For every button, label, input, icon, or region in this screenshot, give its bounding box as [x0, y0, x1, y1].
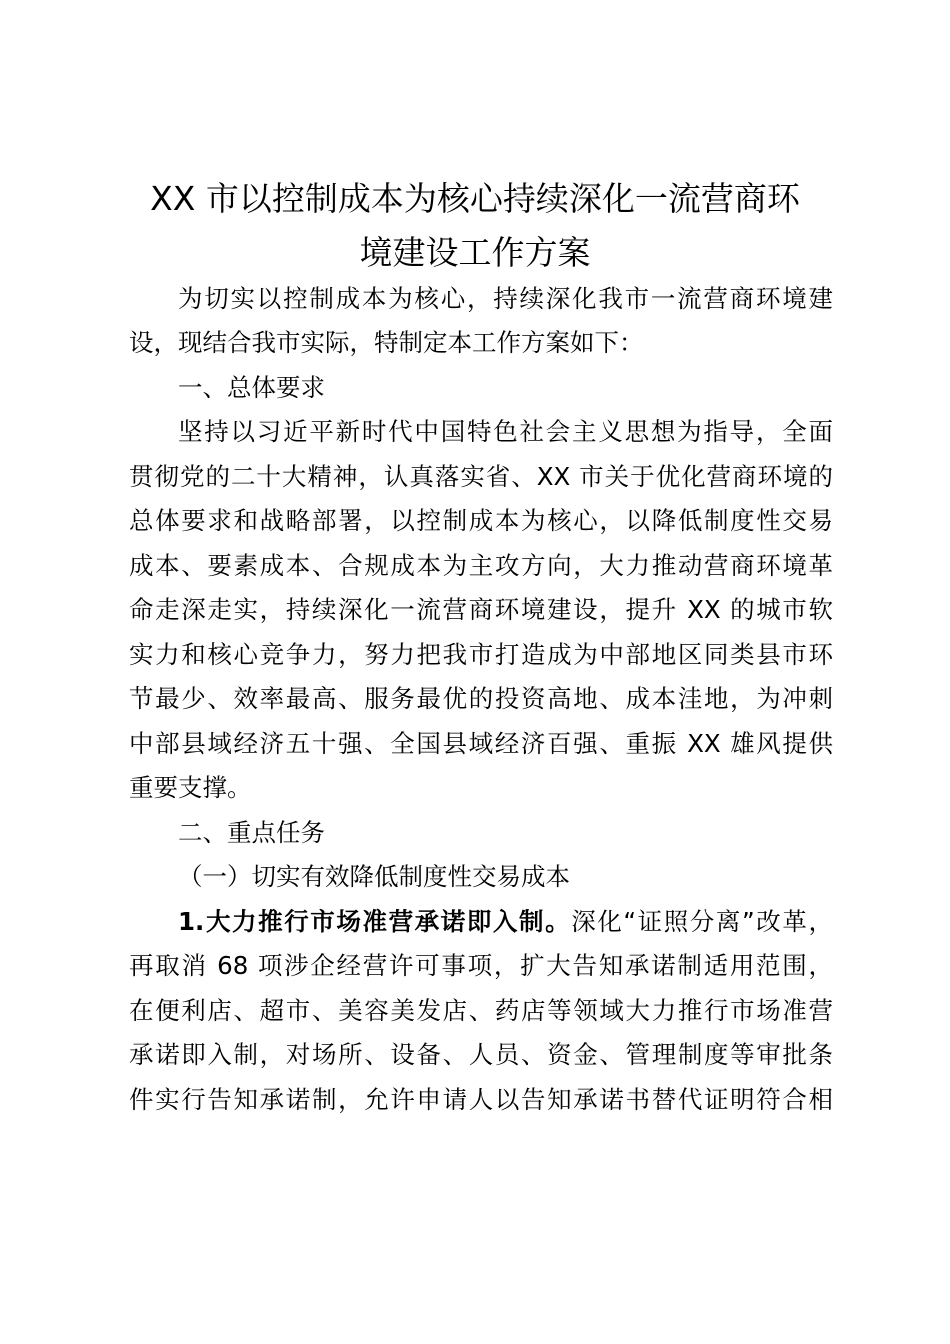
- document-title: [120, 172, 830, 280]
- intro-line-2: 设，现结合我市实际，特制定本工作方案如下：: [129, 328, 644, 357]
- paragraph-line: 总体要求和战略部署，以控制成本为核心，以降低制度性交易: [129, 506, 833, 535]
- paragraph-line: 实力和核心竞争力，努力把我市打造成为中部地区同类县市环: [129, 640, 833, 669]
- subsection-heading: （一）切实有效降低制度性交易成本: [178, 862, 570, 891]
- paragraph-line: 再取消 68 项涉企经营许可事项，扩大告知承诺制适用范围，: [129, 951, 833, 980]
- paragraph-line: 中部县域经济五十强、全国县域经济百强、重振 XX 雄风提供: [129, 729, 833, 758]
- item-title: 1.大力推行市场准营承诺即入制。: [178, 907, 572, 936]
- title-line-1: XX 市以控制成本为核心持续深化一流营商环: [150, 179, 800, 218]
- item-text: 深化“证照分离”改革，: [571, 907, 833, 936]
- paragraph-line: 贯彻党的二十大精神，认真落实省、XX 市关于优化营商环境的: [129, 462, 833, 491]
- paragraph-line: 节最少、效率最高、服务最优的投资高地、成本洼地，为冲刺: [129, 684, 833, 713]
- section-heading-general: 一、总体要求: [178, 373, 325, 402]
- paragraph-line: 重要支撑。: [129, 773, 252, 802]
- intro-line-1: 为切实以控制成本为核心，持续深化我市一流营商环境建: [178, 284, 833, 313]
- paragraph-line: 件实行告知承诺制，允许申请人以告知承诺书替代证明符合相: [129, 1085, 833, 1114]
- paragraph-line: 承诺即入制，对场所、设备、人员、资金、管理制度等审批条: [129, 1040, 833, 1069]
- paragraph-line: 坚持以习近平新时代中国特色社会主义思想为指导，全面: [178, 417, 833, 446]
- paragraph-line: 成本、要素成本、合规成本为主攻方向，大力推动营商环境革: [129, 551, 833, 580]
- title-line-2: 境建设工作方案: [359, 233, 591, 272]
- paragraph-line: 在便利店、超市、美容美发店、药店等领域大力推行市场准营: [129, 996, 833, 1025]
- section-heading-tasks: 二、重点任务: [178, 818, 325, 847]
- item-first-line: [178, 900, 833, 944]
- paragraph-line: 命走深走实，持续深化一流营商环境建设，提升 XX 的城市软: [129, 595, 833, 624]
